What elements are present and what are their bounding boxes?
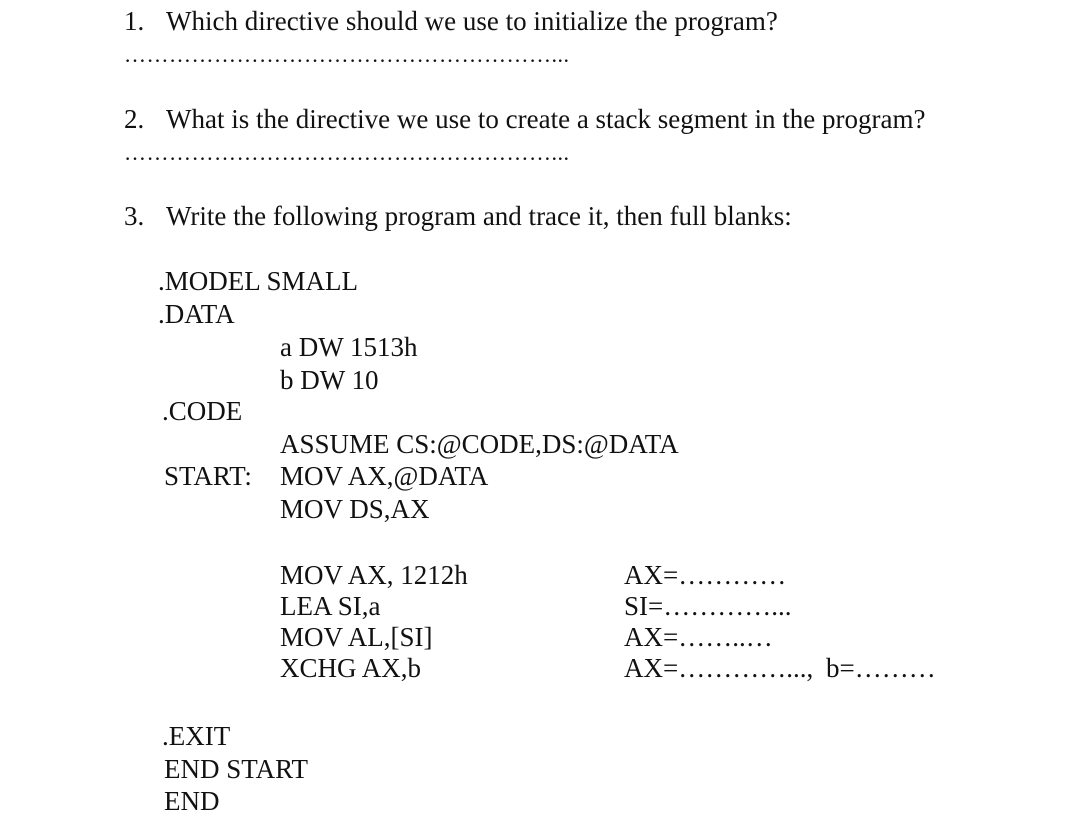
question-3-text: Write the following program and trace it, then full blanks: [166, 201, 792, 231]
lea-si-a-instruction: LEA SI,a [280, 591, 381, 621]
trace-si-blank[interactable]: SI=…………... [624, 591, 792, 621]
question-1-text: Which directive should we use to initialize the program? [166, 6, 778, 36]
xchg-ax-b-instruction: XCHG AX,b [280, 653, 422, 683]
question-3-number: 3. [124, 201, 145, 231]
mov-ax-1212h-instruction: MOV AX, 1212h [280, 560, 468, 590]
question-1-answer-blank[interactable]: …………………………………………………... [124, 42, 570, 67]
model-directive: .MODEL SMALL [158, 266, 358, 296]
start-label: START: [164, 461, 252, 491]
trace-ax-blank-2[interactable]: AX=……..… [624, 622, 773, 652]
mov-ds-ax-instruction: MOV DS,AX [280, 494, 430, 524]
end-start-directive: END START [164, 754, 308, 784]
question-2-answer-blank[interactable]: …………………………………………………... [124, 140, 570, 165]
question-1-number: 1. [124, 6, 145, 36]
variable-b-declaration: b DW 10 [280, 365, 379, 395]
trace-ax-blank-1[interactable]: AX=………… [624, 560, 787, 590]
code-directive: .CODE [162, 396, 243, 426]
assume-statement: ASSUME CS:@CODE,DS:@DATA [280, 429, 679, 459]
trace-b-blank[interactable]: b=……… [826, 653, 936, 683]
trace-ax-blank-3[interactable]: AX=…………..., [624, 653, 814, 683]
mov-ax-data-instruction: MOV AX,@DATA [280, 461, 489, 491]
data-directive: .DATA [158, 299, 235, 329]
exit-directive: .EXIT [162, 721, 231, 751]
end-directive: END [164, 786, 220, 816]
question-2-text: What is the directive we use to create a stack segment in the program? [166, 104, 926, 134]
variable-a-declaration: a DW 1513h [280, 332, 418, 362]
question-2-number: 2. [124, 104, 145, 134]
mov-al-si-instruction: MOV AL,[SI] [280, 622, 433, 652]
